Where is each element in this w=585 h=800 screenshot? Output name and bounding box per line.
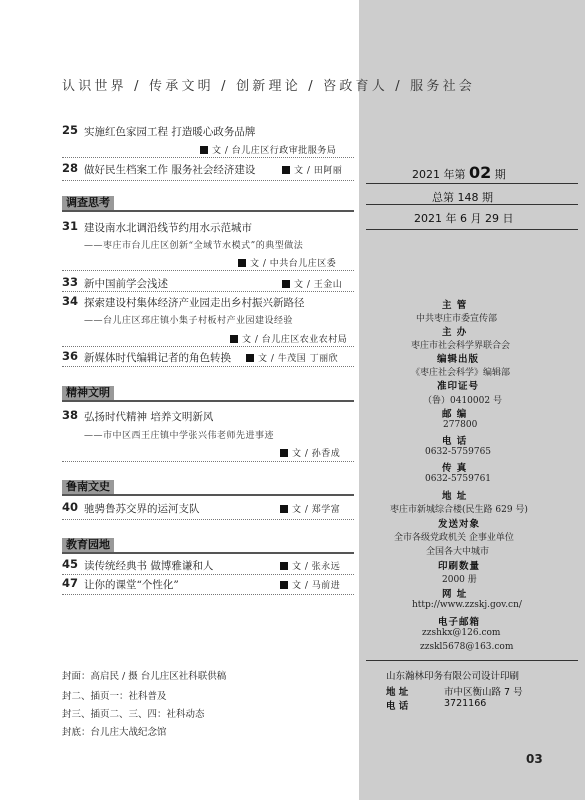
- printer-addr-label: 地 址: [386, 687, 409, 698]
- square-bullet-icon: [280, 449, 288, 457]
- entry-title[interactable]: 驰骋鲁苏交界的运河支队: [84, 503, 200, 515]
- page-number: 03: [526, 752, 543, 766]
- info-value: 全市各级党政机关 企事业单位: [394, 533, 514, 543]
- info-value: 《枣庄社会科学》编辑部: [411, 368, 511, 378]
- section-heading: 教育园地: [62, 538, 114, 552]
- info-value: 全国各大中城市: [426, 547, 490, 557]
- section-heading: 精神文明: [62, 386, 114, 400]
- entry-author: 文 / 中共台儿庄区委: [238, 256, 336, 269]
- info-label: 邮 编: [442, 409, 468, 420]
- entry-title[interactable]: 建设南水北调沿线节约用水示范城市: [84, 222, 252, 234]
- entry-title[interactable]: 探索建设村集体经济产业园走出乡村振兴新路径: [84, 297, 305, 309]
- entry-number: 45: [62, 557, 79, 571]
- entry-author: 文 / 台儿庄区行政审批服务局: [200, 143, 336, 156]
- info-label: 网 址: [442, 589, 468, 600]
- entry-title[interactable]: 让你的课堂“个性化”: [84, 579, 179, 591]
- info-value: 枣庄市社会科学界联合会: [411, 341, 511, 351]
- info-label: 电 话: [442, 436, 468, 447]
- info-label: 主 办: [442, 327, 468, 338]
- printer-name: 山东瀚林印务有限公司设计印刷: [386, 671, 520, 682]
- info-value: 枣庄市新城综合楼(民生路 629 号): [390, 505, 528, 515]
- entry-number: 47: [62, 576, 79, 590]
- entry-number: 31: [62, 219, 79, 233]
- issue-number: 2021 年第 02 期: [412, 163, 506, 182]
- square-bullet-icon: [282, 280, 290, 288]
- entry-number: 36: [62, 349, 79, 363]
- divider: [62, 346, 354, 347]
- issue-date: 2021 年 6 月 29 日: [414, 212, 514, 225]
- entry-number: 33: [62, 275, 79, 289]
- square-bullet-icon: [280, 562, 288, 570]
- section-heading: 鲁南文史: [62, 480, 114, 494]
- divider: [62, 157, 354, 158]
- slogan: 认识世界 / 传承文明 / 创新理论 / 咨政育人 / 服务社会: [62, 79, 475, 94]
- info-label: 主 管: [442, 300, 468, 311]
- printer-tel: 3721166: [444, 698, 487, 709]
- square-bullet-icon: [280, 581, 288, 589]
- square-bullet-icon: [280, 505, 288, 513]
- printer-addr: 市中区衡山路 7 号: [444, 687, 523, 698]
- entry-number: 40: [62, 500, 79, 514]
- divider: [62, 270, 354, 271]
- entry-author: 文 / 田阿丽: [282, 163, 342, 176]
- info-value: 0632-5759761: [425, 474, 492, 484]
- entry-author: 文 / 郑学富: [280, 502, 340, 515]
- entry-number: 25: [62, 123, 79, 137]
- info-value: 0632-5759765: [425, 447, 492, 457]
- info-label: 电子邮箱: [438, 617, 481, 628]
- info-label: 地 址: [442, 491, 468, 502]
- cover-credit: 封三、插页二、三、四：社科动态: [62, 709, 205, 720]
- square-bullet-icon: [238, 259, 246, 267]
- entry-title[interactable]: 弘扬时代精神 培养文明新风: [84, 411, 214, 423]
- entry-title[interactable]: 读传统经典书 做博雅谦和人: [84, 560, 214, 572]
- square-bullet-icon: [230, 335, 238, 343]
- entry-subtitle: ——台儿庄区邳庄镇小集子村板村产业园建设经验: [84, 316, 294, 326]
- info-value[interactable]: http://www.zzskj.gov.cn/: [412, 600, 522, 610]
- entry-subtitle: ——枣庄市台儿庄区创新“全域节水模式”的典型做法: [84, 241, 304, 251]
- entry-subtitle: ——市中区西王庄镇中学张兴伟老师先进事迹: [84, 431, 275, 441]
- square-bullet-icon: [282, 166, 290, 174]
- info-value[interactable]: zzshkx@126.com: [422, 628, 501, 638]
- cover-credit: 封二、插页一：社科普及: [62, 691, 167, 702]
- info-label: 编辑出版: [437, 354, 480, 365]
- info-value: （鲁）0410002 号: [423, 396, 502, 406]
- entry-title[interactable]: 新媒体时代编辑记者的角色转换: [84, 352, 231, 364]
- divider: [62, 461, 354, 462]
- issue-rule: [366, 183, 578, 184]
- entry-author: 文 / 王金山: [282, 277, 342, 290]
- divider: [62, 519, 354, 520]
- info-value: 中共枣庄市委宣传部: [416, 314, 498, 324]
- square-bullet-icon: [200, 146, 208, 154]
- section-rule: [62, 210, 354, 212]
- cover-credit: 封面：高启民 / 摄 台儿庄区社科联供稿: [62, 671, 227, 682]
- issue-total: 总第 148 期: [432, 191, 493, 204]
- info-label: 准印证号: [437, 381, 480, 392]
- divider: [62, 180, 354, 181]
- cover-credit: 封底：台儿庄大战纪念馆: [62, 727, 167, 738]
- entry-number: 38: [62, 408, 79, 422]
- entry-title[interactable]: 实施红色家园工程 打造暖心政务品牌: [84, 126, 256, 138]
- printer-rule: [366, 660, 578, 661]
- entry-number: 28: [62, 161, 79, 175]
- section-rule: [62, 552, 354, 554]
- section-rule: [62, 400, 354, 402]
- section-rule: [62, 494, 354, 496]
- entry-author: 文 / 张永远: [280, 559, 340, 572]
- divider: [62, 594, 354, 595]
- issue-rule: [366, 229, 578, 230]
- divider: [62, 291, 354, 292]
- info-label: 传 真: [442, 463, 468, 474]
- entry-title[interactable]: 新中国前学会浅述: [84, 278, 168, 290]
- entry-title[interactable]: 做好民生档案工作 服务社会经济建设: [84, 164, 256, 176]
- entry-author: 文 / 马前进: [280, 578, 340, 591]
- section-heading: 调查思考: [62, 196, 114, 210]
- printer-tel-label: 电 话: [386, 701, 409, 712]
- divider: [62, 574, 354, 575]
- entry-number: 34: [62, 294, 79, 308]
- issue-rule: [366, 204, 578, 205]
- entry-author: 文 / 牛茂国 丁丽欣: [246, 351, 338, 364]
- square-bullet-icon: [246, 354, 254, 362]
- info-value: 277800: [443, 420, 478, 430]
- divider: [62, 366, 354, 367]
- info-label: 发送对象: [438, 519, 481, 530]
- info-value[interactable]: zzskl5678@163.com: [420, 642, 514, 652]
- info-value: 2000 册: [442, 575, 477, 585]
- info-label: 印刷数量: [438, 561, 481, 572]
- entry-author: 文 / 台儿庄区农业农村局: [230, 332, 347, 345]
- entry-author: 文 / 孙香成: [280, 446, 340, 459]
